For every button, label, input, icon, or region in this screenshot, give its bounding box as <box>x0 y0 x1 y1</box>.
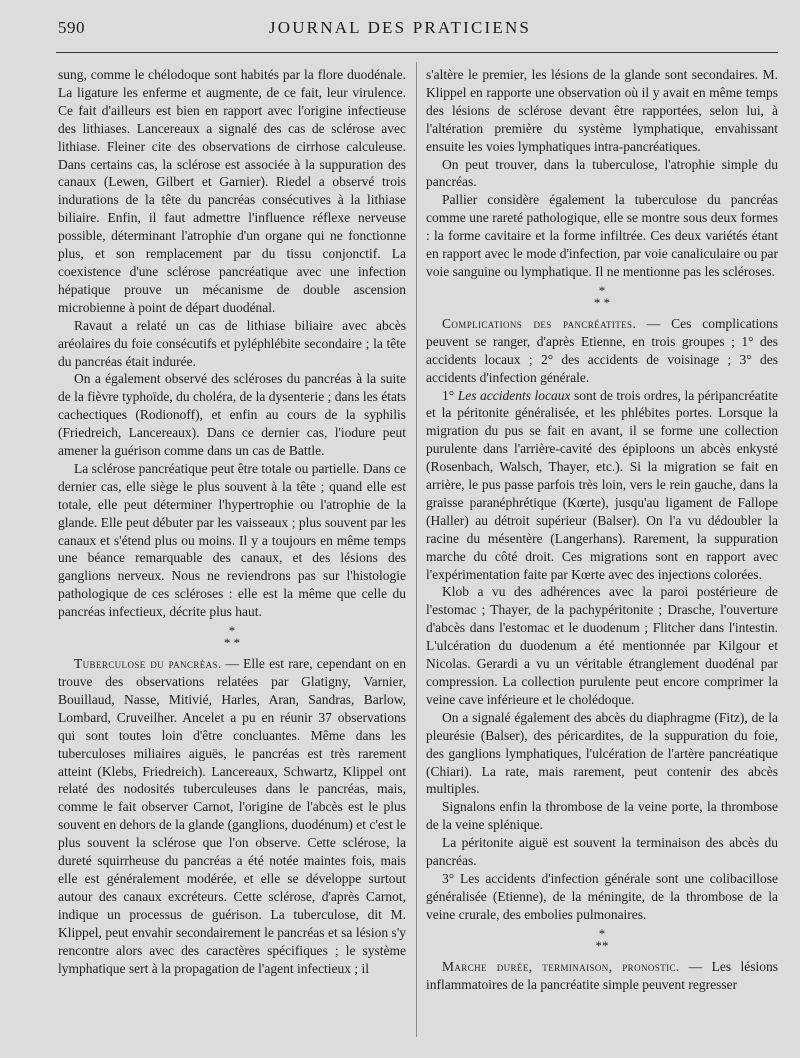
paragraph: Pallier considère également la tuberculose du pancréas comme une rareté pathologique, elle se montre sous deux formes : la forme cavitaire et la forme infiltrée. Ces deux variétés étant en rapport avec le mode d'infection, par voie canaliculaire ou par voie sanguine ou lymphatique. Il ne mentionne pas les scléroses. <box>426 192 778 279</box>
section-title: Marche durée, terminaison, pronostic <box>442 958 676 974</box>
separator-star: * <box>228 623 236 639</box>
section-separator <box>58 625 406 649</box>
separator-star: * <box>598 925 606 941</box>
paragraph: 3° Les accidents d'infection générale sont une colibacillose généralisée (Etienne), de la méningite, de la thrombose de la veine crurale, des embolies pulmonaires. <box>426 870 778 922</box>
paragraph: On peut trouver, dans la tuberculose, l'atrophie simple du pancréas. <box>426 156 778 190</box>
right-column <box>426 66 778 994</box>
running-title: JOURNAL DES PRATICIENS <box>268 18 532 37</box>
paragraph-complications <box>426 315 778 387</box>
paragraph-text: . — Elle est rare, cependant on en trouve des observations relatées par Glatigny, Varnier, Bouillaud, Nasse, Mitivié, Harles, Aran, Sandras, Barlow, Lombard, Cruveilher. Ancelet a pu en réunir 37 observations qui sont toutes loin d'être concluantes. Même dans les tuberculoses miliaires aiguës, le pancréas est très rarement atteint (Klebs, Friedreich). Lancereaux, Schwartz, Klippel ont relaté des nodosités tuberculeuses dans le pancréas, mais, comme le fait observer Carnot, l'origine de l'abcès est le plus souvent en dehors de la glande (ganglions, duodénum) et c'est le plus souvent la sclérose que l'on observe. Cette sclérose, la dureté squirrheuse du pancréas a été notée maintes fois, mais elle est généralement modérée, et elle se développe surtout autour des canaux excréteurs. Cette sclérose, d'après Carnot, indique un processus de guérison. La tuberculose, dit M. Klippel, peut envahir secondairement le pancréas et sa lésion s'y rencontre alors avec des caractères spécifiques ; le système lymphatique sert à la propagation de l'agent infectieux ; il <box>58 656 407 976</box>
separator-stars: ** <box>595 937 609 953</box>
paragraph: Klob a vu des adhérences avec la paroi postérieure de l'estomac ; Thayer, de la pachypéritonite ; Drasche, l'ouverture d'abcès dans l'estomac et le duodenum ; Flitcher dans l'intestin. L'ulcération du duodenum a été mentionnée par Kilgour et Nicolas. Gerardi a vu un véritable étranglement duodénal par compression. La collection purulente peut encore comprimer la veine cave inférieure et le cholédoque. <box>426 584 778 707</box>
column-divider <box>416 62 417 1037</box>
separator-star: * <box>598 282 606 298</box>
section-separator <box>426 925 778 953</box>
page-number: 590 <box>58 18 85 37</box>
paragraph: sung, comme le chélodoque sont habités par la flore duodénale. La ligature les enferme et augmente, de ce fait, leur virulence. Ce fait d'ailleurs est bien en rapport avec l'origine infectieuse des lithiases. Lancereaux a signalé des cas de sclérose avec lithiase. Fleiner cite des observations de cirrhose calculeuse. Dans certains cas, la sclérose est associée à la suppuration des canaux (Lewen, Gilbert et Garnier). Riedel a observé trois indurations de la tête du pancréas consécutives à la lithiase biliaire. Enfin, il faut admettre l'influence réflexe nerveuse possible, déterminant l'atrophie d'un organe qui ne fonctionne plus, et son remplacement par du tissu conjonctif. La coexistence d'une sclérose pancréatique avec une infection hépatique prouve un mécanisme de double ascension microbienne à point de départ duodénal. <box>58 67 406 315</box>
section-title: Tuberculose du pancréas <box>74 656 218 672</box>
paragraph: s'altère le premier, les lésions de la glande sont secondaires. M. Klippel en rapporte une observation où il y avait en même temps des lésions de sclérose devant être rapportées, selon lui, à l'altération première du système lymphatique, envahissant ensuite les voies lymphatiques intra-pancréatiques. <box>426 67 778 154</box>
section-title: Complications des pancréatites <box>442 315 633 331</box>
separator-stars: * * <box>223 635 241 651</box>
paragraph-marche <box>426 958 778 994</box>
paragraph: Ravaut a relaté un cas de lithiase biliaire avec abcès aréolaires du foie consécutifs et pyléphlébite secondaire ; la tête du pancréas était indurée. <box>58 317 406 369</box>
paragraph: La sclérose pancréatique peut être totale ou partielle. Dans ce dernier cas, elle siège le plus souvent à la tête ; quand elle est totale, elle peut déterminer l'hypertrophie ou l'atrophie de la glande. Elle peut débuter par les vaisseaux ; plus souvent par les canaux et s'étend plus ou moins. Il y a toujours en même temps une béance remarquable des canaux, et des lésions des ganglions nerveux. Nous ne reviendrons pas sur l'histologie pathologique de ces scléroses : elle est la même que celle du pancréas infectieux, décrite plus haut. <box>58 460 406 620</box>
paragraph: Signalons enfin la thrombose de la veine porte, la thrombose de la veine splénique. <box>426 799 778 833</box>
paragraph-accidents-locaux <box>426 387 778 584</box>
left-column <box>58 66 406 977</box>
paragraph: La péritonite aiguë est souvent la terminaison des abcès du pancréas. <box>426 835 778 869</box>
header-rule <box>56 52 778 53</box>
list-number: 1° <box>442 387 455 403</box>
separator-stars: * * <box>593 294 611 310</box>
paragraph-text: . — Ces complications peuvent se ranger, d'après Etienne, en trois groupes ; 1° des accidents locaux ; 2° des accidents de voisinage ; 3° des accidents d'infection générale. <box>426 315 778 385</box>
paragraph: On a signalé également des abcès du diaphragme (Fitz), de la pleurésie (Balser), des péricardites, de la suppuration du foie, des ganglions lymphatiques, l'ulcération de l'artère pancréatique (Chiari). La rate, mais rarement, peut contenir des abcès multiples. <box>426 709 778 797</box>
paragraph-text: . — Les lésions inflammatoires de la pancréatite simple peuvent regresser <box>426 958 778 992</box>
paragraph-text: sont de trois ordres, la péripancréatite et la péritonite généralisée, et les phlébites portes. Lorsque la migration du pus se fait en avant, il se forme une collection purulente dans l'arrière-cavité des épiploons un abcès enkysté (Rosenbach, Walsch, Thayer, etc.). Si la migration se fait en arrière, le pus passe parfois très loin, vers le rein gauche, dans la graisse paranéphrétique (Kœrte), jusqu'au ligament de Fallope (Haller) au détroit supérieur (Balser). On l'a vu dédoubler la racine du mésentère (Langerhans). Rarement, la suppuration marche du côté droit. Ces migrations sont en rapport avec l'expérimentation faite par Kœrte avec des injections colorées. <box>426 387 778 582</box>
section-separator <box>426 282 778 310</box>
paragraph: On a également observé des scléroses du pancréas à la suite de la fièvre typhoïde, du choléra, de la dysenterie ; dans les états cachectiques (Rodionoff), et enfin au cours de la syphilis (Friedreich, Lancereaux). Dans ce dernier cas, l'iodure peut amener la guérison comme dans un cas de Battle. <box>58 371 406 459</box>
paragraph-tuberculose <box>58 655 406 977</box>
italic-term: Les accidents locaux <box>457 387 571 403</box>
